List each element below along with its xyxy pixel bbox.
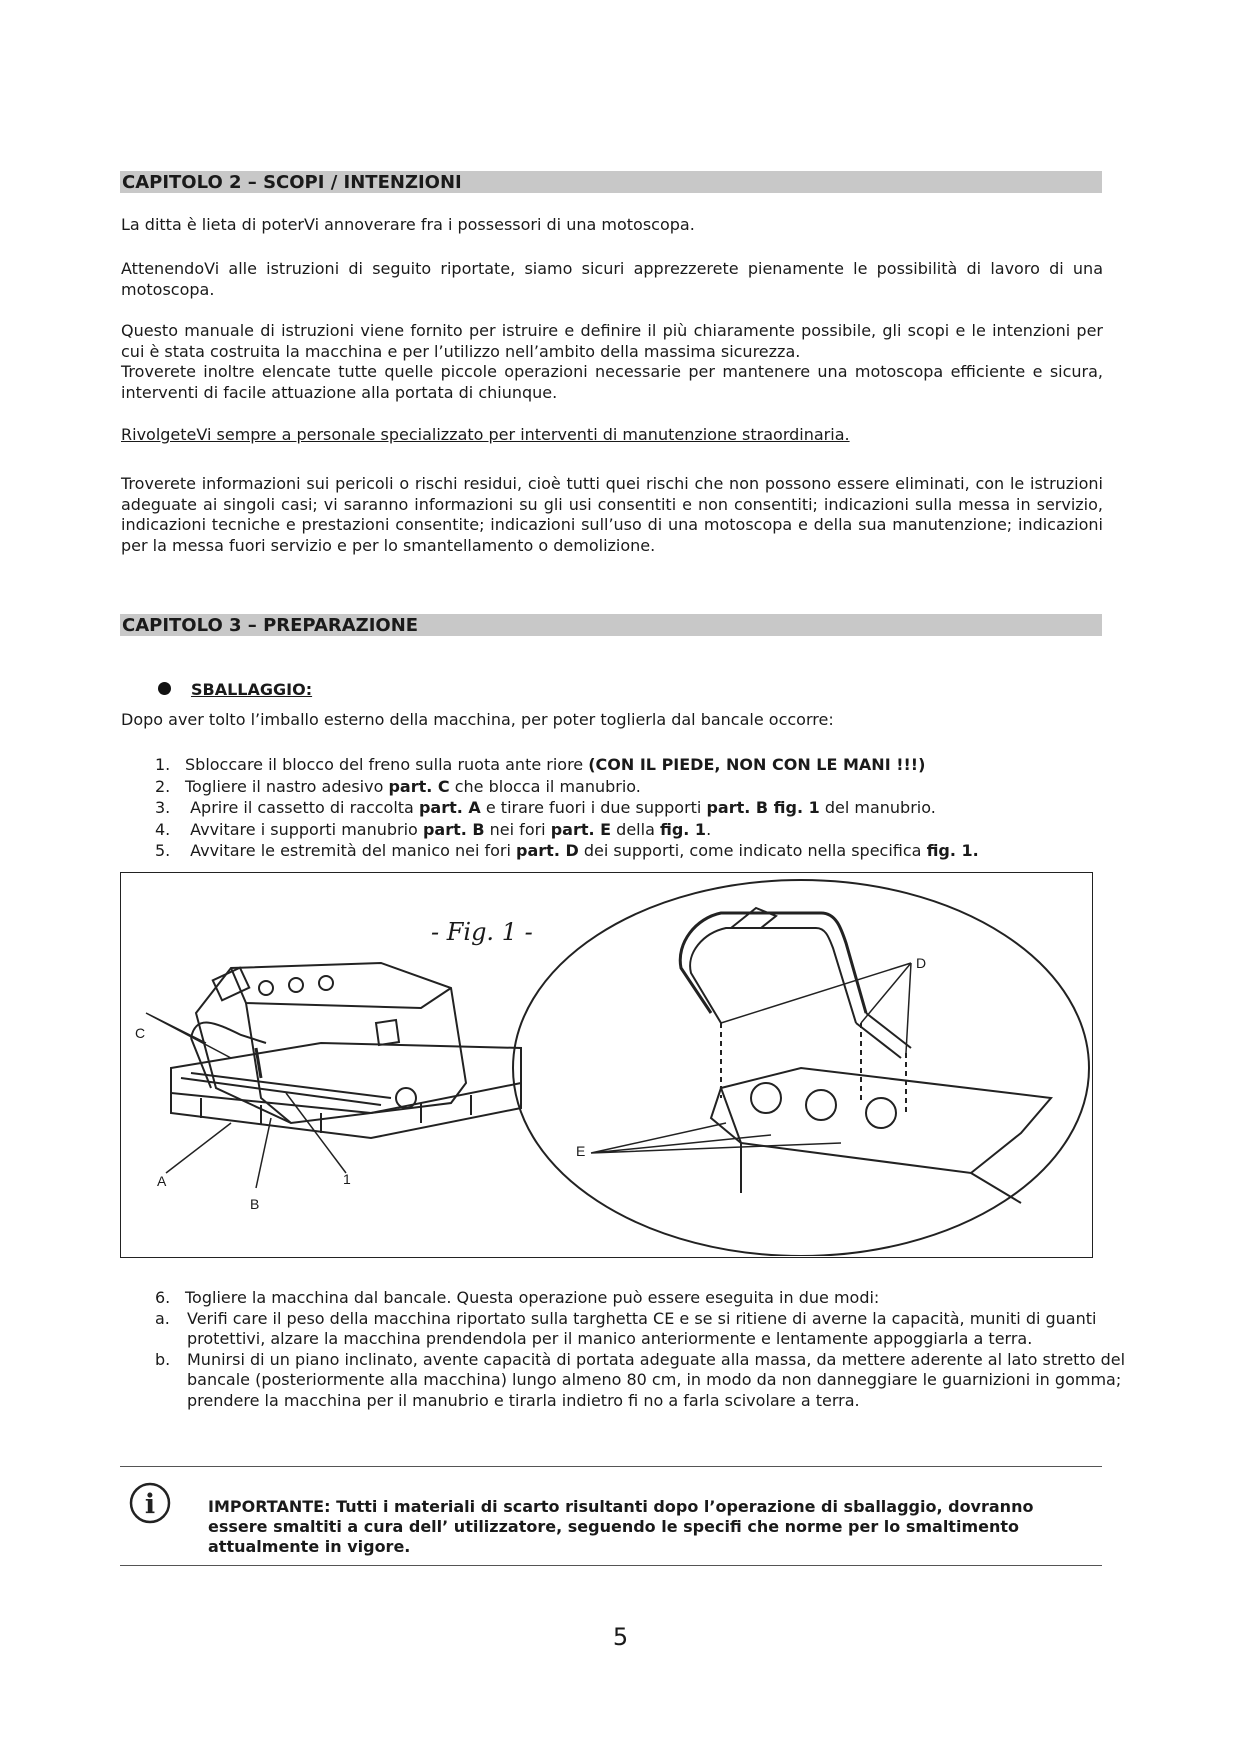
chapter-2-paragraph-4 [121, 425, 1103, 446]
figure-1 [120, 872, 1093, 1258]
chapter-2-paragraph-3 [121, 321, 1103, 403]
step-2: 2. Togliere il nastro adesivo part. C che blocca il manubrio. [155, 776, 641, 796]
chapter-2-heading: CAPITOLO 2 – SCOPI / INTENZIONI [120, 171, 1102, 193]
info-icon [129, 1482, 171, 1524]
info-glyph: i [144, 1489, 156, 1520]
unpacking-bullet [158, 680, 312, 699]
label-d: D [916, 955, 927, 971]
step-1: 1. Sbloccare il blocco del freno sulla ruota ante riore (CON IL PIEDE, NON CON LE MANI !!!) [155, 755, 926, 774]
label-1: 1 [343, 1171, 351, 1187]
option-b: b. Munirsi di un piano inclinato, avente capacità di portata adeguate alla massa, da mettere aderente al lato stretto del bancale (posteriormente alla macchina) lungo almeno 80 cm, in modo da non danneggiare le guarnizioni in gomma; prendere la macchina per il manubrio e tirarla indietro fi no a farla scivolare a terra. [155, 1349, 1126, 1410]
figure-1-drawing [121, 873, 1091, 1256]
alignment-lines [721, 1023, 906, 1113]
label-a: A [157, 1173, 167, 1189]
label-b: B [250, 1196, 260, 1212]
chapter-2-paragraph-5: Troverete informazioni sui pericoli o rischi residui, cioè tutti quei rischi che non possono essere eliminati, con le istruzioni adeguate ai singoli casi; vi saranno informazioni su gli usi consentiti e non consentiti; indicazioni sulla messa in servizio, indicazioni tecniche e prestazioni consentite; indicazioni sull’uso di una motoscopa e della sua manutenzione; indicazioni per la messa fuori servizio e per lo smantellamento o demolizione. [121, 474, 1103, 555]
removal-options [155, 1288, 1130, 1411]
unpacking-steps [155, 754, 1095, 862]
bullet-dot-icon [158, 682, 171, 695]
chapter-2-paragraph-1: La ditta è lieta di poterVi annoverare fra i possessori di una motoscopa. [121, 215, 695, 234]
chapter-2-paragraph-3b: Troverete inoltre elencate tutte quelle piccole operazioni necessarie per mantenere una motoscopa efficiente e sicura, interventi di facile attuazione alla portata di chiunque. [121, 362, 1103, 402]
step-6: 6. Togliere la macchina dal bancale. Questa operazione può essere eseguita in due modi: [155, 1288, 880, 1307]
figure-caption: - Fig. 1 - [431, 918, 533, 946]
leader-lines-right [591, 963, 911, 1153]
chapter-2-paragraph-2: AttenendoVi alle istruzioni di seguito riportate, siamo sicuri apprezzerete pienamente le possibilità di lavoro di una motoscopa. [121, 259, 1103, 299]
option-a: a. Verifi care il peso della macchina riportato sulla targhetta CE e se si ritiene di averne la capacità, muniti di guanti protettivi, alzare la macchina prendendola per il manico anteriormente e lentamente appoggiarla a terra. [155, 1308, 1097, 1348]
step-5: 5. Avvitare le estremità del manico nei fori part. D dei supporti, come indicato nella specifica fig. 1. [155, 841, 979, 860]
unpacking-intro: Dopo aver tolto l’imballo esterno della macchina, per poter toglierla dal bancale occorre: [121, 710, 834, 729]
important-bottom-rule [120, 1565, 1102, 1566]
step-3: 3. Aprire il cassetto di raccolta part. A e tirare fuori i due supporti part. B fig. 1 del manubrio. [155, 798, 936, 817]
chapter-3-heading: CAPITOLO 3 – PREPARAZIONE [120, 614, 1102, 636]
handle-detail-drawing [680, 908, 911, 1058]
label-c: C [135, 1025, 146, 1041]
label-e: E [576, 1143, 586, 1159]
important-top-rule [120, 1466, 1102, 1467]
maintenance-notice: RivolgeteVi sempre a personale specializzato per interventi di manutenzione straordinaria. [121, 425, 850, 444]
page-number: 5 [612, 1623, 629, 1651]
chapter-2-paragraph-3a: Questo manuale di istruzioni viene fornito per istruire e definire il più chiaramente possibile, gli scopi e le intenzioni per cui è stata costruita la macchina e per l’utilizzo nell’ambito della massima sicurezza. [121, 321, 1103, 361]
unpacking-label: SBALLAGGIO: [191, 680, 313, 699]
step-4: 4. Avvitare i supporti manubrio part. B nei fori part. E della fig. 1. [155, 819, 712, 839]
important-note: IMPORTANTE: Tutti i materiali di scarto risultanti dopo l’operazione di sballaggio, dovranno essere smaltiti a cura dell’ utilizzatore, seguendo le specifi che norme per lo smaltimento attualmente in vigore. [208, 1497, 1034, 1556]
